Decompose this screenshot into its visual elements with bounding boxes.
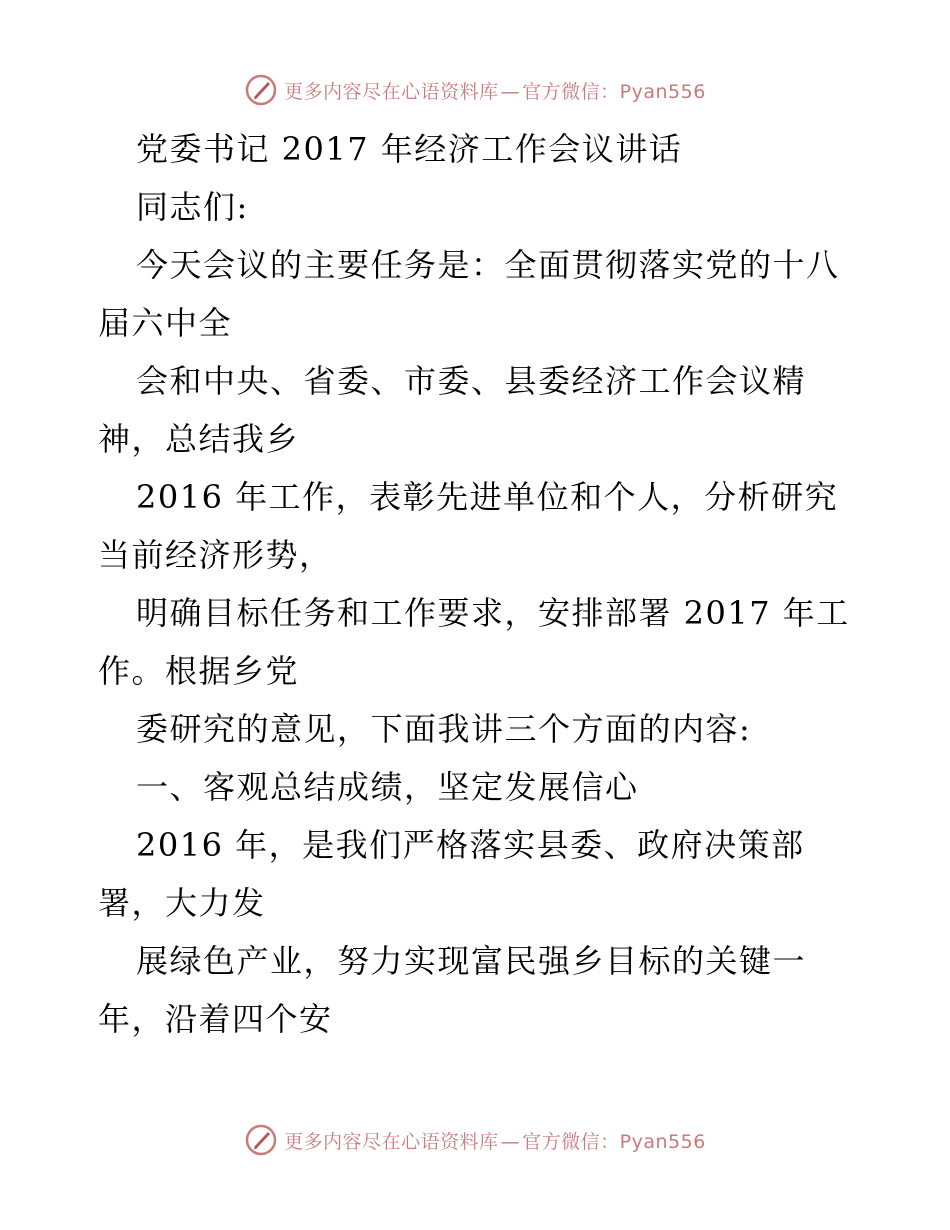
document-line: 当前经济形势，: [98, 536, 333, 574]
footer-watermark: [0, 1120, 950, 1160]
document-body: [98, 120, 858, 1048]
document-line: 同志们:: [136, 188, 249, 226]
quill-pen-logo-icon: [244, 73, 278, 107]
document-line: 会和中央、省委、市委、县委经济工作会议精: [136, 362, 807, 400]
document-line: 年，沿着四个安: [98, 1000, 333, 1038]
quill-pen-logo-icon: [244, 1123, 278, 1157]
document-line: 署，大力发: [98, 884, 266, 922]
document-line: 明确目标任务和工作要求，安排部署 2017 年工: [136, 594, 850, 632]
document-line: 党委书记 2017 年经济工作会议讲话: [136, 130, 683, 168]
document-line: 2016 年，是我们严格落实县委、政府决策部: [136, 826, 805, 864]
header-watermark: [0, 70, 950, 110]
document-line: 委研究的意见，下面我讲三个方面的内容:: [136, 710, 752, 748]
document-line: 今天会议的主要任务是：全面贯彻落实党的十八: [136, 246, 840, 284]
watermark-text: 更多内容尽在心语资料库 — 官方微信：Pyan556: [284, 80, 706, 103]
document-line: 神，总结我乡: [98, 420, 300, 458]
document-line: 届六中全: [98, 304, 233, 342]
document-line: 作。根据乡党: [98, 652, 300, 690]
watermark-text: 更多内容尽在心语资料库 — 官方微信：Pyan556: [284, 1130, 706, 1153]
document-line: 一、客观总结成绩，坚定发展信心: [136, 768, 639, 806]
document-line: 展绿色产业，努力实现富民强乡目标的关键一: [136, 942, 807, 980]
document-line: 2016 年工作，表彰先进单位和个人，分析研究: [136, 478, 839, 516]
